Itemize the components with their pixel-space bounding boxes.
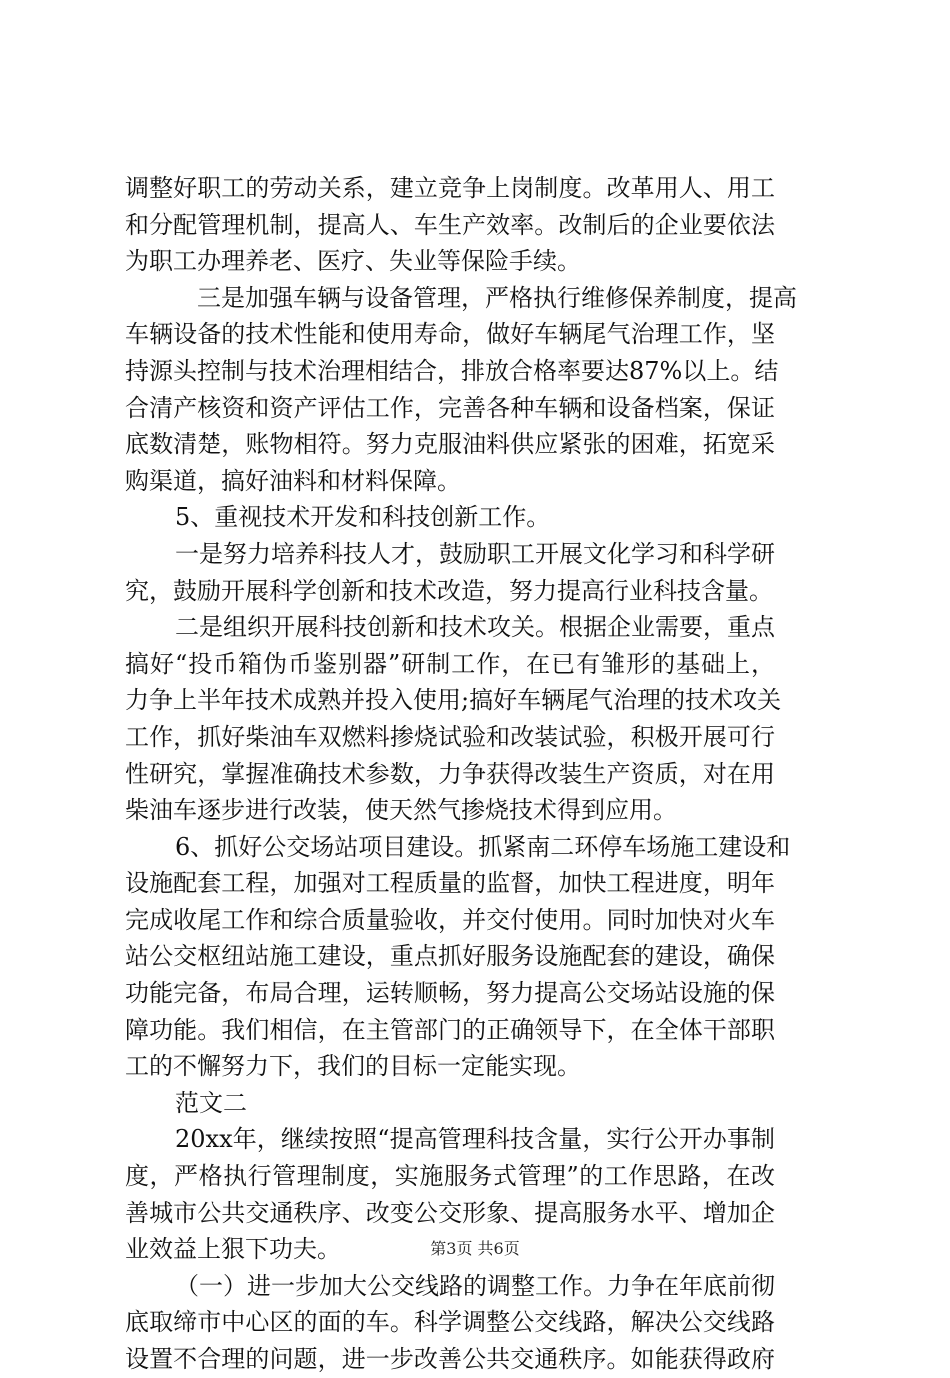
paragraph-line: 障功能。我们相信，在主管部门的正确领导下，在全体干部职 — [125, 1015, 775, 1044]
paragraph-line: （一）进一步加大公交线路的调整工作。力争在年底前彻 — [175, 1271, 775, 1300]
paragraph-line: 购渠道，搞好油料和材料保障。 — [125, 466, 461, 495]
paragraph-line: 20xx年，继续按照“提高管理科技含量，实行公开办事制 — [175, 1125, 775, 1154]
paragraph-line: 底取缔市中心区的面的车。科学调整公交线路，解决公交线路 — [125, 1308, 775, 1337]
paragraph-line: 范文二 — [175, 1088, 247, 1117]
paragraph-line: 设施配套工程，加强对工程质量的监督，加快工程进度，明年 — [125, 869, 775, 898]
paragraph-line: 持源头控制与技术治理相结合，排放合格率要达87%以上。结 — [125, 356, 779, 385]
paragraph-line: 度，严格执行管理制度，实施服务式管理”的工作思路，在改 — [125, 1162, 775, 1191]
paragraph-line: 合清产核资和资产评估工作，完善各种车辆和设备档案，保证 — [125, 393, 775, 422]
paragraph-line: 设置不合理的问题，进一步改善公共交通秩序。如能获得政府 — [125, 1345, 775, 1373]
paragraph-line: 业效益上狠下功夫。 — [125, 1235, 341, 1264]
paragraph-line: 车辆设备的技术性能和使用寿命，做好车辆尾气治理工作，坚 — [125, 320, 775, 349]
paragraph-line: 工的不懈努力下，我们的目标一定能实现。 — [125, 1052, 581, 1081]
paragraph-line: 善城市公共交通秩序、改变公交形象、提高服务水平、增加企 — [125, 1198, 775, 1227]
paragraph-line: 功能完备，布局合理，运转顺畅，努力提高公交场站设施的保 — [125, 979, 775, 1008]
paragraph-line: 完成收尾工作和综合质量验收，并交付使用。同时加快对火车 — [125, 905, 775, 934]
paragraph-line: 调整好职工的劳动关系，建立竞争上岗制度。改革用人、用工 — [125, 174, 775, 202]
paragraph-line: 为职工办理养老、医疗、失业等保险手续。 — [125, 247, 581, 276]
paragraph-line: 三是加强车辆与设备管理，严格执行维修保养制度，提高 — [197, 283, 797, 312]
paragraph-line: 力争上半年技术成熟并投入使用;搞好车辆尾气治理的技术攻关 — [125, 686, 782, 715]
paragraph-line: 二是组织开展科技创新和技术攻关。根据企业需要，重点 — [175, 613, 775, 642]
paragraph-line: 站公交枢纽站施工建设，重点抓好服务设施配套的建设，确保 — [125, 942, 775, 971]
page-footer: 第3页 共6页 — [430, 1239, 520, 1258]
paragraph-line: 性研究，掌握准确技术参数，力争获得改装生产资质，对在用 — [125, 759, 775, 788]
paragraph-line: 6、抓好公交场站项目建设。抓紧南二环停车场施工建设和 — [175, 832, 791, 861]
paragraph-line: 一是努力培养科技人才，鼓励职工开展文化学习和科学研 — [175, 539, 775, 568]
document-body — [125, 170, 797, 1378]
paragraph-line: 究，鼓励开展科学创新和技术改造，努力提高行业科技含量。 — [125, 576, 773, 605]
paragraph-line: 和分配管理机制，提高人、车生产效率。改制后的企业要依法 — [125, 210, 775, 239]
paragraph-line: 5、重视技术开发和科技创新工作。 — [175, 503, 551, 532]
paragraph-line: 搞好“投币箱伪币鉴别器”研制工作，在已有雏形的基础上， — [125, 649, 775, 678]
paragraph-line: 底数清楚，账物相符。努力克服油料供应紧张的困难，拓宽采 — [125, 430, 775, 459]
paragraph-line: 工作，抓好柴油车双燃料掺烧试验和改装试验，积极开展可行 — [125, 722, 775, 751]
paragraph-line: 柴油车逐步进行改装，使天然气掺烧技术得到应用。 — [125, 796, 677, 825]
